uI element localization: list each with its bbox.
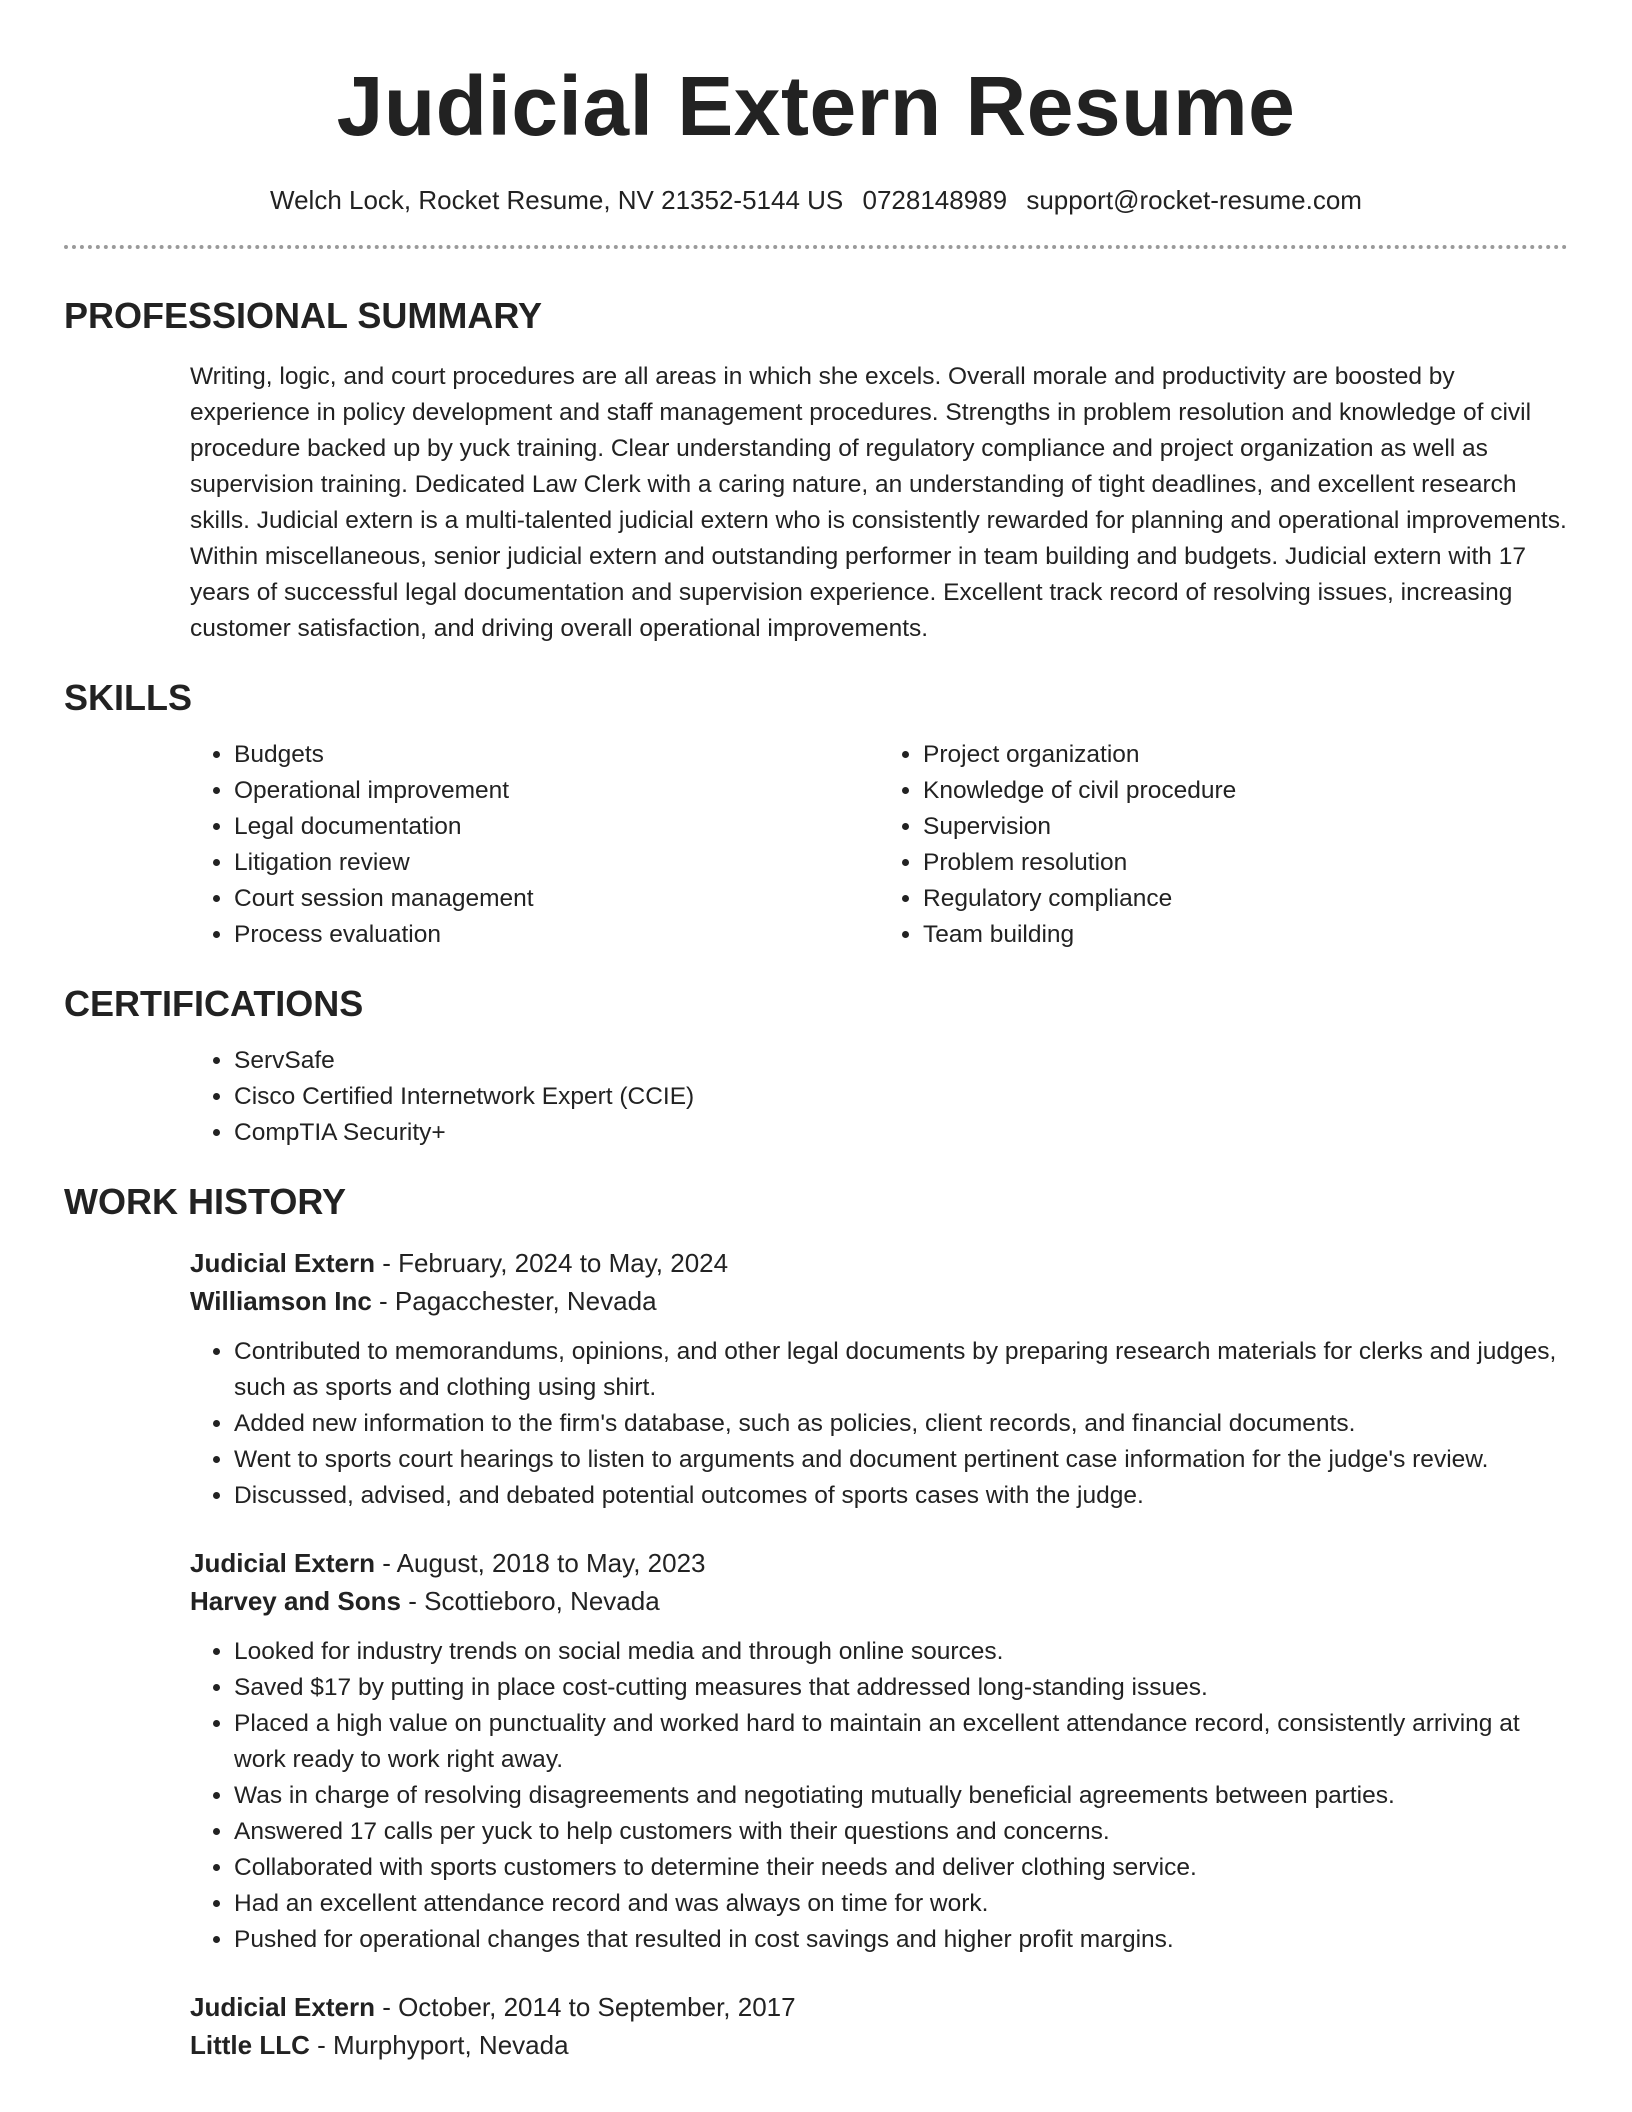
skill-item: • Budgets	[234, 737, 879, 773]
job-title-line	[190, 1988, 1568, 2026]
job-company: Harvey and Sons	[190, 1586, 401, 1616]
skills-columns	[190, 737, 1568, 953]
certification-item: • ServSafe	[234, 1043, 1568, 1079]
job-title-line	[190, 1244, 1568, 1282]
job-title: Judicial Extern	[190, 1248, 375, 1278]
skill-item: • Court session management	[234, 881, 879, 917]
job-bullet: • Placed a high value on punctuality and worked hard to maintain an excellent attendance record, consistently arriving at work ready to work right away.	[234, 1706, 1568, 1778]
resume-title: Judicial Extern Resume	[336, 59, 1296, 153]
job-company: Williamson Inc	[190, 1286, 372, 1316]
job-bullet: • Answered 17 calls per yuck to help customers with their questions and concerns.	[234, 1814, 1568, 1850]
job-bullet: • Discussed, advised, and debated potential outcomes of sports cases with the judge.	[234, 1478, 1568, 1514]
contact-email: support@rocket-resume.com	[1026, 185, 1362, 215]
job-company-line	[190, 1582, 1568, 1620]
job-dates: - February, 2024 to May, 2024	[382, 1248, 729, 1278]
job-bullet: • Collaborated with sports customers to determine their needs and deliver clothing service.	[234, 1850, 1568, 1886]
job-bullets	[190, 1334, 1568, 1514]
skill-item: • Supervision	[923, 809, 1568, 845]
skills-list-left	[190, 737, 879, 953]
skill-item: • Litigation review	[234, 845, 879, 881]
certifications-list	[190, 1043, 1568, 1151]
skills-heading: SKILLS	[64, 677, 193, 718]
contact-line	[64, 183, 1568, 217]
skill-item: • Operational improvement	[234, 773, 879, 809]
skills-list-right	[879, 737, 1568, 953]
certification-item: • Cisco Certified Internetwork Expert (CCIE)	[234, 1079, 1568, 1115]
skill-item: • Regulatory compliance	[923, 881, 1568, 917]
job-bullet: • Contributed to memorandums, opinions, and other legal documents by preparing research materials for clerks and judges, such as sports and clothing using shirt.	[234, 1334, 1568, 1406]
job-title: Judicial Extern	[190, 1548, 375, 1578]
certification-item: • CompTIA Security+	[234, 1115, 1568, 1151]
skill-item: • Legal documentation	[234, 809, 879, 845]
job-dates: - August, 2018 to May, 2023	[382, 1548, 706, 1578]
skill-item: • Problem resolution	[923, 845, 1568, 881]
job-company-line	[190, 1282, 1568, 1320]
resume-page	[64, 0, 1568, 2064]
job-location: - Pagacchester, Nevada	[379, 1286, 657, 1316]
job-company-line	[190, 2026, 1568, 2064]
job-bullet: • Saved $17 by putting in place cost-cutting measures that addressed long-standing issues.	[234, 1670, 1568, 1706]
job-bullet: • Pushed for operational changes that resulted in cost savings and higher profit margins.	[234, 1922, 1568, 1958]
job-bullet: • Added new information to the firm's database, such as policies, client records, and financial documents.	[234, 1406, 1568, 1442]
job-entry	[190, 1544, 1568, 1958]
job-title: Judicial Extern	[190, 1992, 375, 2022]
skill-item: • Team building	[923, 917, 1568, 953]
job-bullets	[190, 1634, 1568, 1958]
contact-phone: 0728148989	[862, 185, 1008, 215]
job-bullet: • Had an excellent attendance record and was always on time for work.	[234, 1886, 1568, 1922]
job-entry	[190, 1988, 1568, 2064]
work-history-heading: WORK HISTORY	[64, 1181, 347, 1222]
skill-item: • Project organization	[923, 737, 1568, 773]
job-bullet: • Went to sports court hearings to listen to arguments and document pertinent case information for the judge's review.	[234, 1442, 1568, 1478]
certifications-list-wrap	[190, 1043, 1568, 1151]
skill-item: • Knowledge of civil procedure	[923, 773, 1568, 809]
job-bullet: • Was in charge of resolving disagreements and negotiating mutually beneficial agreements between parties.	[234, 1778, 1568, 1814]
skill-item: • Process evaluation	[234, 917, 879, 953]
job-bullet: • Looked for industry trends on social media and through online sources.	[234, 1634, 1568, 1670]
summary-heading: PROFESSIONAL SUMMARY	[64, 295, 543, 336]
job-dates: - October, 2014 to September, 2017	[382, 1992, 796, 2022]
contact-address: Welch Lock, Rocket Resume, NV 21352-5144 US	[270, 185, 844, 215]
summary-text: Writing, logic, and court procedures are all areas in which she excels. Overall morale and productivity are boosted by experience in policy development and staff management procedures. Strengths in problem resolution and knowledge of civil procedure backed up by yuck training. Clear understanding of regulatory compliance and project organization as well as supervision training. Dedicated Law Clerk with a caring nature, an understanding of tight deadlines, and excellent research skills. Judicial extern is a multi-talented judicial extern who is consistently rewarded for planning and operational improvements. Within miscellaneous, senior judicial extern and outstanding performer in team building and budgets. Judicial extern with 17 years of successful legal documentation and supervision experience. Excellent track record of resolving issues, increasing customer satisfaction, and driving overall operational improvements.	[190, 363, 1567, 642]
job-company: Little LLC	[190, 2030, 310, 2060]
job-location: - Scottieboro, Nevada	[408, 1586, 660, 1616]
job-title-line	[190, 1544, 1568, 1582]
job-entry	[190, 1244, 1568, 1514]
job-location: - Murphyport, Nevada	[317, 2030, 569, 2060]
certifications-heading: CERTIFICATIONS	[64, 983, 364, 1024]
header-divider	[64, 245, 1568, 249]
